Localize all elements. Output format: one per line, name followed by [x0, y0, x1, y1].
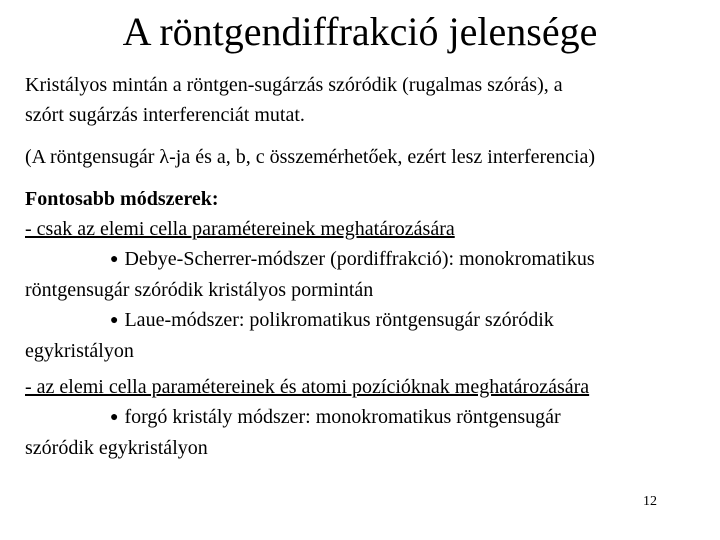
bullet-icon: ●	[110, 313, 119, 328]
group2-item1-line1	[25, 402, 715, 433]
methods-group2	[25, 372, 715, 463]
group1-item2-line2: egykristályon	[25, 340, 134, 362]
group1-item1-text: Debye-Scherrer-módszer (pordiffrakció): monokromatikus	[124, 248, 595, 270]
group2-title: - az elemi cella paramétereinek és atomi pozícióknak meghatározására	[25, 376, 590, 398]
intro-line-1: Kristályos mintán a röntgen-sugárzás szóródik (rugalmas szórás), a	[25, 74, 563, 96]
bullet-icon: ●	[110, 410, 119, 425]
group1-title: - csak az elemi cella paramétereinek meghatározására	[25, 218, 455, 240]
group1-item2-line1	[25, 305, 715, 336]
methods-heading: Fontosabb módszerek:	[25, 188, 219, 210]
methods-section	[25, 184, 715, 366]
lambda-symbol: λ	[159, 146, 170, 168]
slide-title: A röntgendiffrakció jelensége	[122, 9, 598, 54]
bullet-icon: ●	[110, 252, 119, 267]
note-prefix: (A röntgensugár	[25, 146, 160, 168]
group1-item2-text: Laue-módszer: polikromatikus röntgensugár szóródik	[124, 309, 554, 331]
interference-note	[25, 142, 715, 172]
intro-line-2: szórt sugárzás interferenciát mutat.	[25, 104, 305, 126]
group1-item1-line2: röntgensugár szóródik kristályos pormintán	[25, 279, 374, 301]
group1-item1-line1	[25, 244, 715, 275]
note-suffix: -ja és a, b, c összemérhetőek, ezért lesz interferencia)	[169, 146, 595, 168]
intro-paragraph	[25, 70, 715, 130]
note-line	[25, 142, 715, 172]
group2-item1-text: forgó kristály módszer: monokromatikus röntgensugár	[124, 406, 561, 428]
page-number: 12	[643, 494, 657, 509]
group2-item1-line2: szóródik egykristályon	[25, 437, 208, 459]
